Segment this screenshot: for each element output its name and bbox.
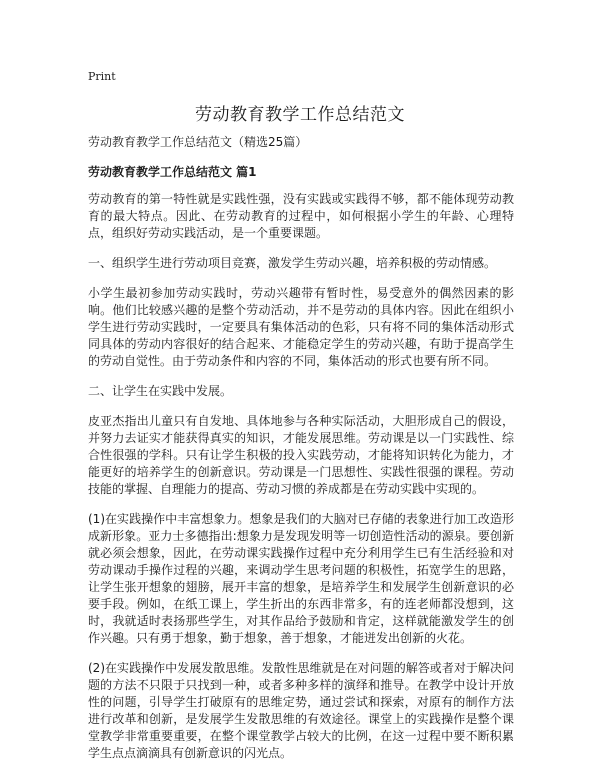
paragraph: (1)在实践操作中丰富想象力。想象是我们的大脑对已存储的表象进行加工改造形成新形象。亚力士多德指出:想象力是发现发明等一切创造性活动的源泉。要创新就必须会想象，因此，在劳动课实践操作过程中充分利用学生已有生活经验和对劳动课动手操作过程的兴趣，来调动学生思考问题的积极性，拓宽学生的思路，让学生张开想象的翅膀，展开丰富的想象，是培养学生和发展学生创新意识的必要手段。例如，在纸工课上，学生折出的东西非常多，有的连老师都没想到，这时，我就适时表扬那些学生，对其作品给予鼓励和肯定，这样就能激发学生的创作兴趣。只有勇于想象，勤于想象，善于想象，才能迸发出创新的火花。 xyxy=(88,512,514,645)
paragraph: 小学生最初参加劳动实践时，劳动兴趣带有暂时性，易受意外的偶然因素的影响。他们比较感兴趣的是整个劳动活动，并不是劳动的具体内容。因此在组织小学生进行劳动实践时，一定要具有集体活动的色彩，只有将不同的集体活动形式同具体的劳动内容很好的结合起来、才能稳定学生的劳动兴趣，有助于提高学生的劳动自觉性。由于劳动条件和内容的不同，集体活动的形式也要有所不同。 xyxy=(88,286,514,368)
document-title: 劳动教育教学工作总结范文 xyxy=(195,105,405,125)
document-body xyxy=(88,134,514,775)
section-heading: 劳动教育教学工作总结范文 篇1 xyxy=(88,165,257,179)
paragraph: 皮亚杰指出儿童只有自发地、具体地参与各种实际活动，大胆形成自己的假设，并努力去证实才能获得真实的知识，才能发展思维。劳动课是以一门实践性、综合性很强的学科。只有让学生积极的投入实践劳动，才能将知识转化为能力，才能更好的培养学生的创新意识。劳动课是一门思想性、实践性很强的课程。劳动技能的掌握、自理能力的提高、劳动习惯的养成都是在劳动实践中实现的。 xyxy=(88,414,514,496)
paragraph: 一、组织学生进行劳动项目竞赛，激发学生劳动兴趣，培养积极的劳动情感。 xyxy=(88,256,497,270)
print-label[interactable]: Print xyxy=(88,70,116,83)
paragraph: (2)在实践操作中发展发散思维。发散性思维就是在对问题的解答或者对于解决问题的方法不只限于只找到一种，或者多种多样的演绎和推导。在教学中设计开放性的问题，引导学生打破原有的思维定势，通过尝试和探索，对原有的制作方法进行改革和创新，是发展学生发散思维的有效途径。课堂上的实践操作是整个课堂教学非常重要重要，在整个课堂教学占较大的比例，在这一过程中要不断积累学生点点滴滴具有创新意识的闪光点。 xyxy=(88,661,514,760)
document-subtitle: 劳动教育教学工作总结范文（精选25篇） xyxy=(88,135,308,149)
paragraph: 二、让学生在实践中发展。 xyxy=(88,384,233,398)
paragraph: 劳动教育的第一特性就是实践性强，没有实践或实践得不够，都不能体现劳动教育的最大特点。因此、在劳动教育的过程中，如何根据小学生的年龄、心理特点，组织好劳动实践活动，是一个重要课题。 xyxy=(88,192,514,240)
